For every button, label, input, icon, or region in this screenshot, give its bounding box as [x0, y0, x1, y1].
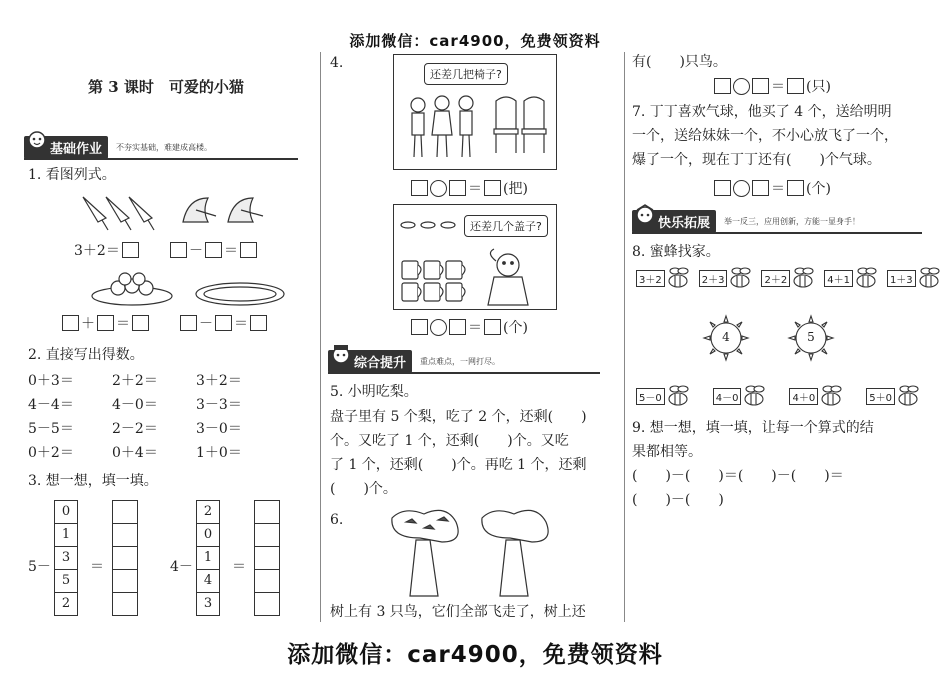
mascot-icon	[330, 344, 352, 368]
text-line: 爆了一个，现在丁丁还有( )个气球。	[632, 152, 881, 168]
section-label: 基础作业	[50, 141, 103, 157]
arithmetic-row	[28, 442, 288, 464]
answer-box[interactable]	[180, 315, 197, 331]
operator-equals: ＝	[771, 181, 785, 197]
bee-icon	[853, 266, 879, 290]
right-answer-column	[254, 500, 280, 616]
cups-lids-picture	[393, 204, 557, 310]
arithmetic-item: 1＋0＝	[196, 445, 242, 461]
answer-box[interactable]	[484, 180, 501, 196]
left-answer-column	[112, 500, 138, 616]
bee-card[interactable]	[789, 384, 844, 408]
question-5-label: 5. 小明吃梨。	[330, 384, 418, 400]
answer-box[interactable]	[484, 319, 501, 335]
answer-box[interactable]	[449, 180, 466, 196]
text-line: ( )－( )	[632, 492, 724, 508]
bee-card[interactable]	[713, 384, 768, 408]
bee-icon	[790, 266, 816, 290]
text-line: 盘子里有 5 个梨，吃了 2 个，还剩( )	[330, 409, 587, 425]
operator-equals: ＝	[116, 316, 130, 332]
bee-icon	[741, 384, 767, 408]
bee-expression: 4－0	[713, 388, 742, 405]
answer-box[interactable]	[714, 78, 731, 94]
unit-label: (把)	[503, 181, 528, 197]
question-7-text	[632, 100, 932, 172]
number-cell: 2	[54, 592, 78, 616]
number-cell: 0	[196, 523, 220, 547]
bee-row-top	[636, 266, 942, 290]
operator-circle[interactable]	[733, 180, 750, 197]
bee-home-4[interactable]	[702, 314, 750, 362]
speech-bubble: 还差几个盖子?	[464, 215, 548, 237]
column-divider-right	[624, 52, 625, 622]
answer-box[interactable]	[714, 180, 731, 196]
arithmetic-row	[28, 370, 288, 392]
question-3-label: 3. 想一想，填一填。	[28, 473, 158, 489]
bee-home-5[interactable]	[787, 314, 835, 362]
question-2-label: 2. 直接写出得数。	[28, 347, 144, 363]
answer-box[interactable]	[205, 242, 222, 258]
kids-chairs-drawing	[400, 91, 550, 167]
bee-row-bottom	[636, 384, 921, 408]
answer-box[interactable]	[752, 78, 769, 94]
kids-chairs-picture	[393, 54, 557, 170]
answer-box[interactable]	[787, 180, 804, 196]
arithmetic-item: 3＋2＝	[196, 373, 242, 389]
operator-equals: ＝	[224, 243, 238, 259]
bee-card[interactable]	[636, 384, 691, 408]
arithmetic-item: 3－0＝	[196, 421, 242, 437]
arithmetic-item: 0＋2＝	[28, 445, 74, 461]
trees-birds-illustration	[380, 508, 570, 600]
answer-box[interactable]	[787, 78, 804, 94]
arithmetic-item: 5－5＝	[28, 421, 74, 437]
equals-sign: ＝	[232, 559, 246, 575]
number-cell: 3	[196, 592, 220, 616]
text-line: 7. 丁丁喜欢气球，他买了 4 个，送给明明	[632, 104, 892, 120]
arithmetic-row	[28, 418, 288, 440]
section-note: 举一反三，应用创新，方能一显身手！	[724, 216, 861, 226]
section-badge	[328, 350, 412, 373]
answer-cell[interactable]	[112, 569, 138, 593]
bee-expression: 2＋2	[761, 270, 790, 287]
apple-plates-illustration	[90, 268, 290, 308]
bee-expression: 4＋1	[824, 270, 853, 287]
operator-plus: ＋	[81, 316, 95, 332]
arithmetic-item: 0＋4＝	[112, 445, 158, 461]
arithmetic-item: 3－3＝	[196, 397, 242, 413]
answer-box[interactable]	[752, 180, 769, 196]
answer-cell[interactable]	[254, 523, 280, 547]
mascot-icon	[26, 130, 48, 154]
bee-icon	[916, 266, 942, 290]
home-number: 4	[722, 330, 730, 344]
bee-card[interactable]	[824, 266, 879, 290]
bee-card[interactable]	[636, 266, 691, 290]
bee-expression: 2＋3	[699, 270, 728, 287]
bee-icon	[665, 384, 691, 408]
number-cell: 1	[196, 546, 220, 570]
lesson-title: 第 3 课时 可爱的小猫	[88, 78, 244, 96]
equation-prefix: 3＋2＝	[74, 243, 120, 259]
answer-box[interactable]	[122, 242, 139, 258]
answer-box[interactable]	[411, 180, 428, 196]
operator-circle[interactable]	[430, 180, 447, 197]
question-9-text	[632, 416, 932, 512]
operator-minus: －	[199, 316, 213, 332]
operator-minus: －	[189, 243, 203, 259]
operator-equals: ＝	[468, 320, 482, 336]
text-line: 果都相等。	[632, 444, 702, 460]
section-note: 重点难点，一网打尽。	[420, 356, 501, 366]
answer-cell[interactable]	[254, 569, 280, 593]
umbrellas-illustration	[78, 192, 268, 234]
question-6-continued: 有( )只鸟。	[632, 54, 727, 70]
arithmetic-item: 4－4＝	[28, 397, 74, 413]
equation-balloons	[714, 178, 831, 198]
answer-box[interactable]	[250, 315, 267, 331]
answer-box[interactable]	[62, 315, 79, 331]
arithmetic-item: 2＋2＝	[112, 373, 158, 389]
operator-circle[interactable]	[430, 319, 447, 336]
answer-cell[interactable]	[254, 546, 280, 570]
bee-card[interactable]	[699, 266, 754, 290]
bee-expression: 3＋2	[636, 270, 665, 287]
equation-chairs	[411, 178, 528, 198]
question-1-label: 1. 看图列式。	[28, 167, 116, 183]
question-8-label: 8. 蜜蜂找家。	[632, 244, 720, 260]
answer-box[interactable]	[411, 319, 428, 335]
equals-sign: ＝	[90, 559, 104, 575]
mascot-icon	[634, 204, 656, 228]
text-line: 一个，送给妹妹一个，不小心放飞了一个，	[632, 128, 898, 144]
equation-row-1b	[170, 240, 257, 260]
equation-lids	[411, 317, 528, 337]
bee-expression: 5＋0	[866, 388, 895, 405]
arithmetic-item: 4－0＝	[112, 397, 158, 413]
section-header-basic	[24, 136, 298, 160]
section-label: 综合提升	[354, 355, 407, 371]
text-line: ( )个。	[330, 481, 397, 497]
answer-box[interactable]	[132, 315, 149, 331]
section-label: 快乐拓展	[658, 215, 711, 231]
arithmetic-item: 2－2＝	[112, 421, 158, 437]
operator-equals: ＝	[771, 79, 785, 95]
bee-icon	[895, 384, 921, 408]
answer-box[interactable]	[215, 315, 232, 331]
section-note: 不夯实基础，难建成高楼。	[116, 142, 213, 152]
bee-card[interactable]	[887, 266, 942, 290]
number-cell: 3	[54, 546, 78, 570]
bee-icon	[818, 384, 844, 408]
arithmetic-item: 0＋3＝	[28, 373, 74, 389]
text-line: 个。又吃了 1 个，还剩( )个。又吃	[330, 433, 569, 449]
answer-box[interactable]	[449, 319, 466, 335]
number-cell: 0	[54, 500, 78, 524]
cups-lids-drawing	[398, 213, 554, 307]
number-cell: 1	[54, 523, 78, 547]
answer-cell[interactable]	[112, 500, 138, 524]
unit-label: (个)	[503, 320, 528, 336]
answer-cell[interactable]	[254, 592, 280, 616]
section-badge	[24, 136, 108, 159]
operator-circle[interactable]	[733, 78, 750, 95]
operator-equals: ＝	[468, 181, 482, 197]
question-5-text	[330, 405, 620, 501]
text-line: 了 1 个，还剩( )个。再吃 1 个，还剩	[330, 457, 587, 473]
number-cell: 2	[196, 500, 220, 524]
arithmetic-grid	[28, 370, 288, 464]
operator-equals: ＝	[234, 316, 248, 332]
answer-box[interactable]	[170, 242, 187, 258]
text-line: ( )－( )＝( )－( )＝	[632, 468, 844, 484]
column-divider-left	[320, 52, 321, 622]
question-6-label: 6.	[330, 512, 344, 528]
left-number-column	[54, 500, 78, 616]
watermark-bottom: 添加微信：car4900，免费领资料	[287, 642, 663, 668]
answer-box[interactable]	[240, 242, 257, 258]
number-cell: 5	[54, 569, 78, 593]
watermark-top: 添加微信：car4900，免费领资料	[349, 32, 601, 50]
unit-label: (只)	[806, 79, 831, 95]
subtract-prefix-left: 5－	[28, 559, 51, 575]
section-header-advance	[328, 350, 600, 374]
text-line: 9. 想一想，填一填，让每一个算式的结	[632, 420, 874, 436]
answer-cell[interactable]	[112, 592, 138, 616]
section-badge	[632, 210, 716, 233]
number-cell: 4	[196, 569, 220, 593]
bee-card[interactable]	[761, 266, 816, 290]
equation-row-2b	[180, 313, 267, 333]
home-number: 5	[807, 330, 815, 344]
bee-expression: 4＋0	[789, 388, 818, 405]
answer-cell[interactable]	[112, 523, 138, 547]
unit-label: (个)	[806, 181, 831, 197]
equation-row-1	[74, 240, 139, 260]
right-number-column	[196, 500, 220, 616]
equation-row-2	[62, 313, 149, 333]
answer-box[interactable]	[97, 315, 114, 331]
arithmetic-row	[28, 394, 288, 416]
bee-icon	[665, 266, 691, 290]
answer-cell[interactable]	[112, 546, 138, 570]
subtract-prefix-right: 4－	[170, 559, 193, 575]
bee-card[interactable]	[866, 384, 921, 408]
question-4-label: 4.	[330, 55, 344, 71]
speech-bubble: 还差几把椅子?	[424, 63, 508, 85]
bee-expression: 5－0	[636, 388, 665, 405]
bee-icon	[727, 266, 753, 290]
section-header-extend	[632, 210, 922, 234]
answer-cell[interactable]	[254, 500, 280, 524]
bee-expression: 1＋3	[887, 270, 916, 287]
question-6-text: 树上有 3 只鸟，它们全部飞走了，树上还	[330, 604, 586, 620]
equation-birds	[714, 76, 831, 96]
